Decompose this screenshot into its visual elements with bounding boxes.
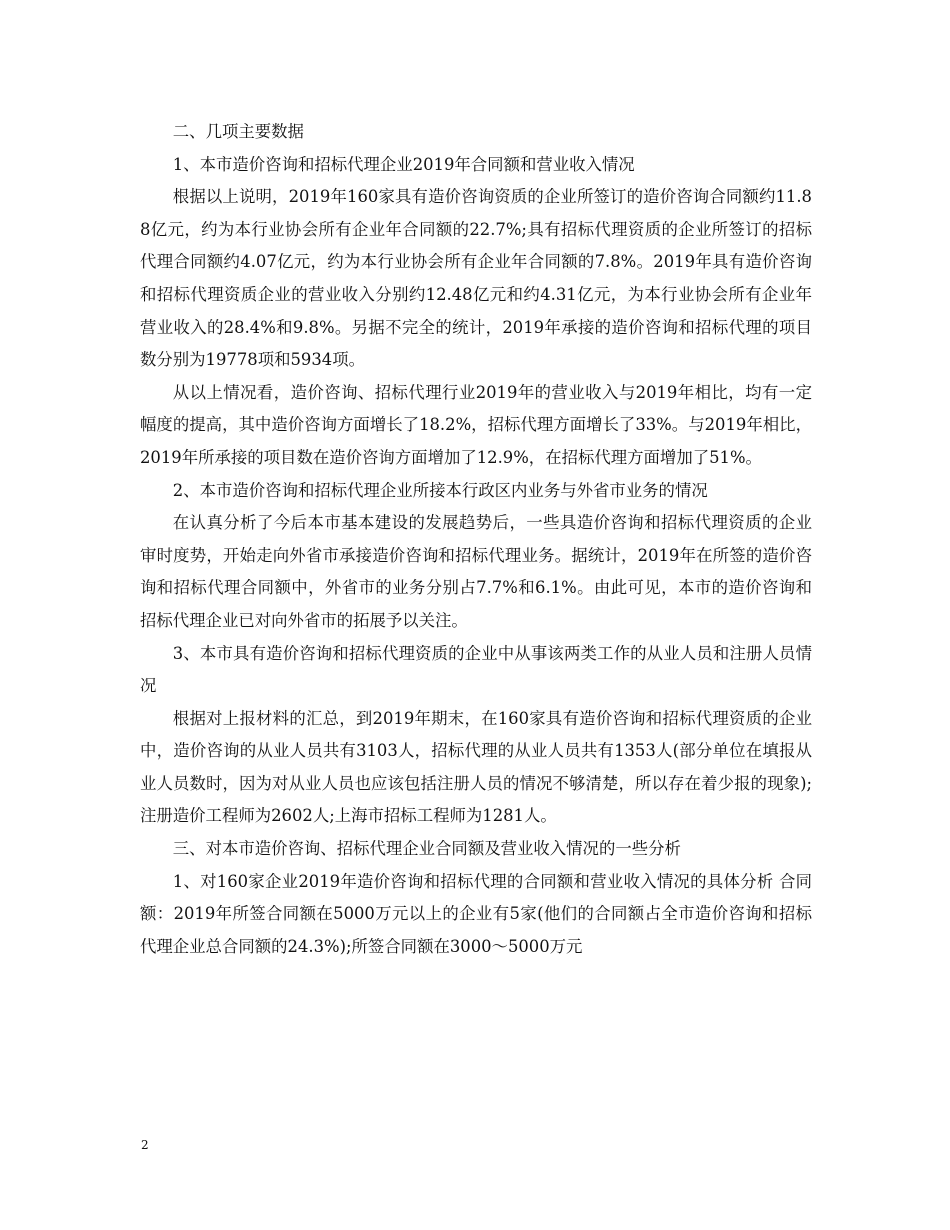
paragraph-external-business: 在认真分析了今后本市基本建设的发展趋势后，一些具造价咨询和招标代理资质的企业审时度势，开始走向外省市承接造价咨询和招标代理业务。据统计，2019年在所签的造价咨询和招标代理合同额中，外省市的业务分别占7.7%和6.1%。由此可见，本市的造价咨询和招标代理企业已对向外省市的拓展予以关注。 — [140, 513, 812, 630]
subheading-local-vs-external: 2、本市造价咨询和招标代理企业所接本行政区内业务与外省市业务的情况 — [172, 480, 708, 500]
document-body — [140, 116, 812, 963]
paragraph-staff-figures: 根据对上报材料的汇总，到2019年期末，在160家具有造价咨询和招标代理资质的企业中，造价咨询的从业人员共有3103人，招标代理的从业人员共有1353人(部分单位在填报从业人员数时，因为对从业人员也应该包括注册人员的情况不够清楚，所以存在着少报的现象);注册造价工程师为2602人;上海市招标工程师为1281人。 — [140, 708, 812, 826]
subheading-contract-revenue: 1、本市造价咨询和招标代理企业2019年合同额和营业收入情况 — [172, 154, 635, 174]
section-heading-key-data: 二、几项主要数据 — [172, 122, 304, 141]
paragraph-enterprise-analysis: 1、对160家企业2019年造价咨询和招标代理的合同额和营业收入情况的具体分析 合同额：2019年所签合同额在5000万元以上的企业有5家(他们的合同额占全市造价咨询和招标代理企业总合同额的24.3%);所签合同额在3000～5000万元 — [140, 871, 812, 956]
paragraph-contract-figures: 根据以上说明，2019年160家具有造价咨询资质的企业所签订的造价咨询合同额约11.88亿元，约为本行业协会所有企业年合同额的22.7%;具有招标代理资质的企业所签订的招标代理合同额约4.07亿元，约为本行业协会所有企业年合同额的7.8%。2019年具有造价咨询和招标代理资质企业的营业收入分别约12.48亿元和约4.31亿元，为本行业协会所有企业年营业收入的28.4%和9.8%。另据不完全的统计，2019年承接的造价咨询和招标代理的项目数分别为19778项和5934项。 — [140, 187, 812, 370]
subheading-staff: 3、本市具有造价咨询和招标代理资质的企业中从事该两类工作的从业人员和注册人员情况 — [140, 643, 812, 696]
page-number: 2 — [141, 1138, 149, 1152]
section-heading-analysis: 三、对本市造价咨询、招标代理企业合同额及营业收入情况的一些分析 — [172, 839, 681, 859]
paragraph-growth-analysis: 从以上情况看，造价咨询、招标代理行业2019年的营业收入与2019年相比，均有一定幅度的提高，其中造价咨询方面增长了18.2%，招标代理方面增长了33%。与2019年相比，2019年所承接的项目数在造价咨询方面增加了12.9%，在招标代理方面增加了51%。 — [140, 382, 812, 467]
